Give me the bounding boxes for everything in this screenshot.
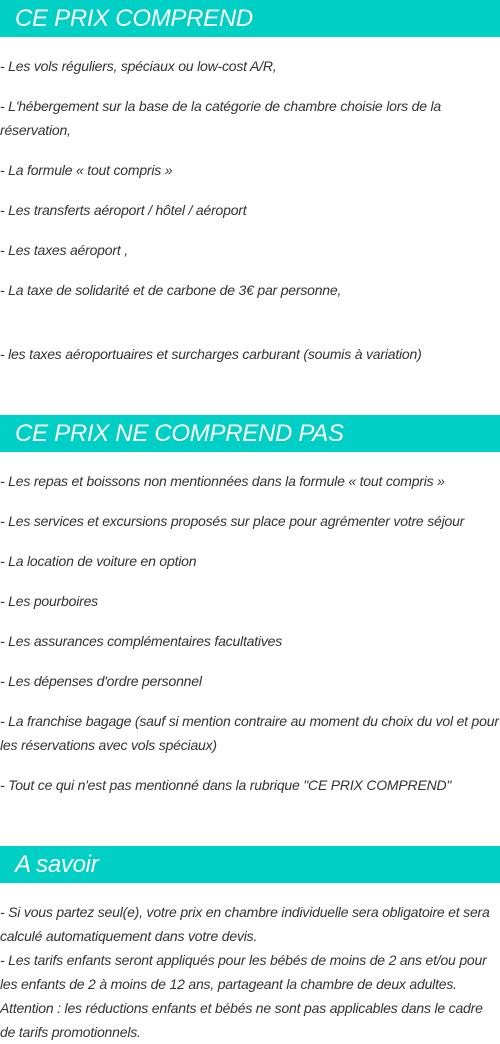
section-header-excluded: CE PRIX NE COMPREND PAS [0, 415, 500, 452]
excluded-item-car-rental: - La location de voiture en option [0, 553, 197, 569]
savoir-line-attention: Attention : les réductions enfants et bébés ne sont pas applicables dans le cadre de tarifs promotionnels. [0, 1000, 483, 1040]
excluded-item-insurance: - Les assurances complémentaires facultatives [0, 633, 283, 649]
savoir-paragraph [0, 900, 500, 1044]
included-item-all-inclusive: - La formule « tout compris » [0, 162, 173, 178]
included-item-airport-taxes: - Les taxes aéroport , [0, 242, 128, 258]
included-item-flights: - Les vols réguliers, spéciaux ou low-cost A/R, [0, 58, 277, 74]
included-item-transfers: - Les transferts aéroport / hôtel / aéroport [0, 202, 247, 218]
savoir-line-single: - Si vous partez seul(e), votre prix en chambre individuelle sera obligatoire et sera calculé automatiquement dans votre devis. [0, 904, 490, 944]
excluded-item-meals: - Les repas et boissons non mentionnées dans la formule « tout compris » [0, 473, 445, 489]
excluded-item-excursions: - Les services et excursions proposés sur place pour agrémenter votre séjour [0, 513, 465, 529]
excluded-item-not-mentioned: - Tout ce qui n'est pas mentionné dans la rubrique "CE PRIX COMPREND" [0, 777, 452, 793]
section-header-included: CE PRIX COMPREND [0, 0, 500, 37]
excluded-item-tips: - Les pourboires [0, 593, 98, 609]
excluded-item-personal: - Les dépenses d'ordre personnel [0, 673, 202, 689]
section-header-savoir: A savoir [0, 846, 500, 883]
included-item-fuel-surcharge: - les taxes aéroportuaires et surcharges carburant (soumis à variation) [0, 346, 422, 362]
savoir-line-children: - Les tarifs enfants seront appliqués pour les bébés de moins de 2 ans et/ou pour les enfants de 2 à moins de 12 ans, partageant la chambre de deux adultes. [0, 952, 487, 992]
included-item-accommodation: - L'hébergement sur la base de la catégorie de chambre choisie lors de la réservation, [0, 98, 442, 138]
excluded-item-baggage: - La franchise bagage (sauf si mention contraire au moment du choix du vol et pour les réservations avec vols spéciaux) [0, 713, 499, 753]
included-item-solidarity-tax: - La taxe de solidarité et de carbone de 3€ par personne, [0, 282, 342, 298]
